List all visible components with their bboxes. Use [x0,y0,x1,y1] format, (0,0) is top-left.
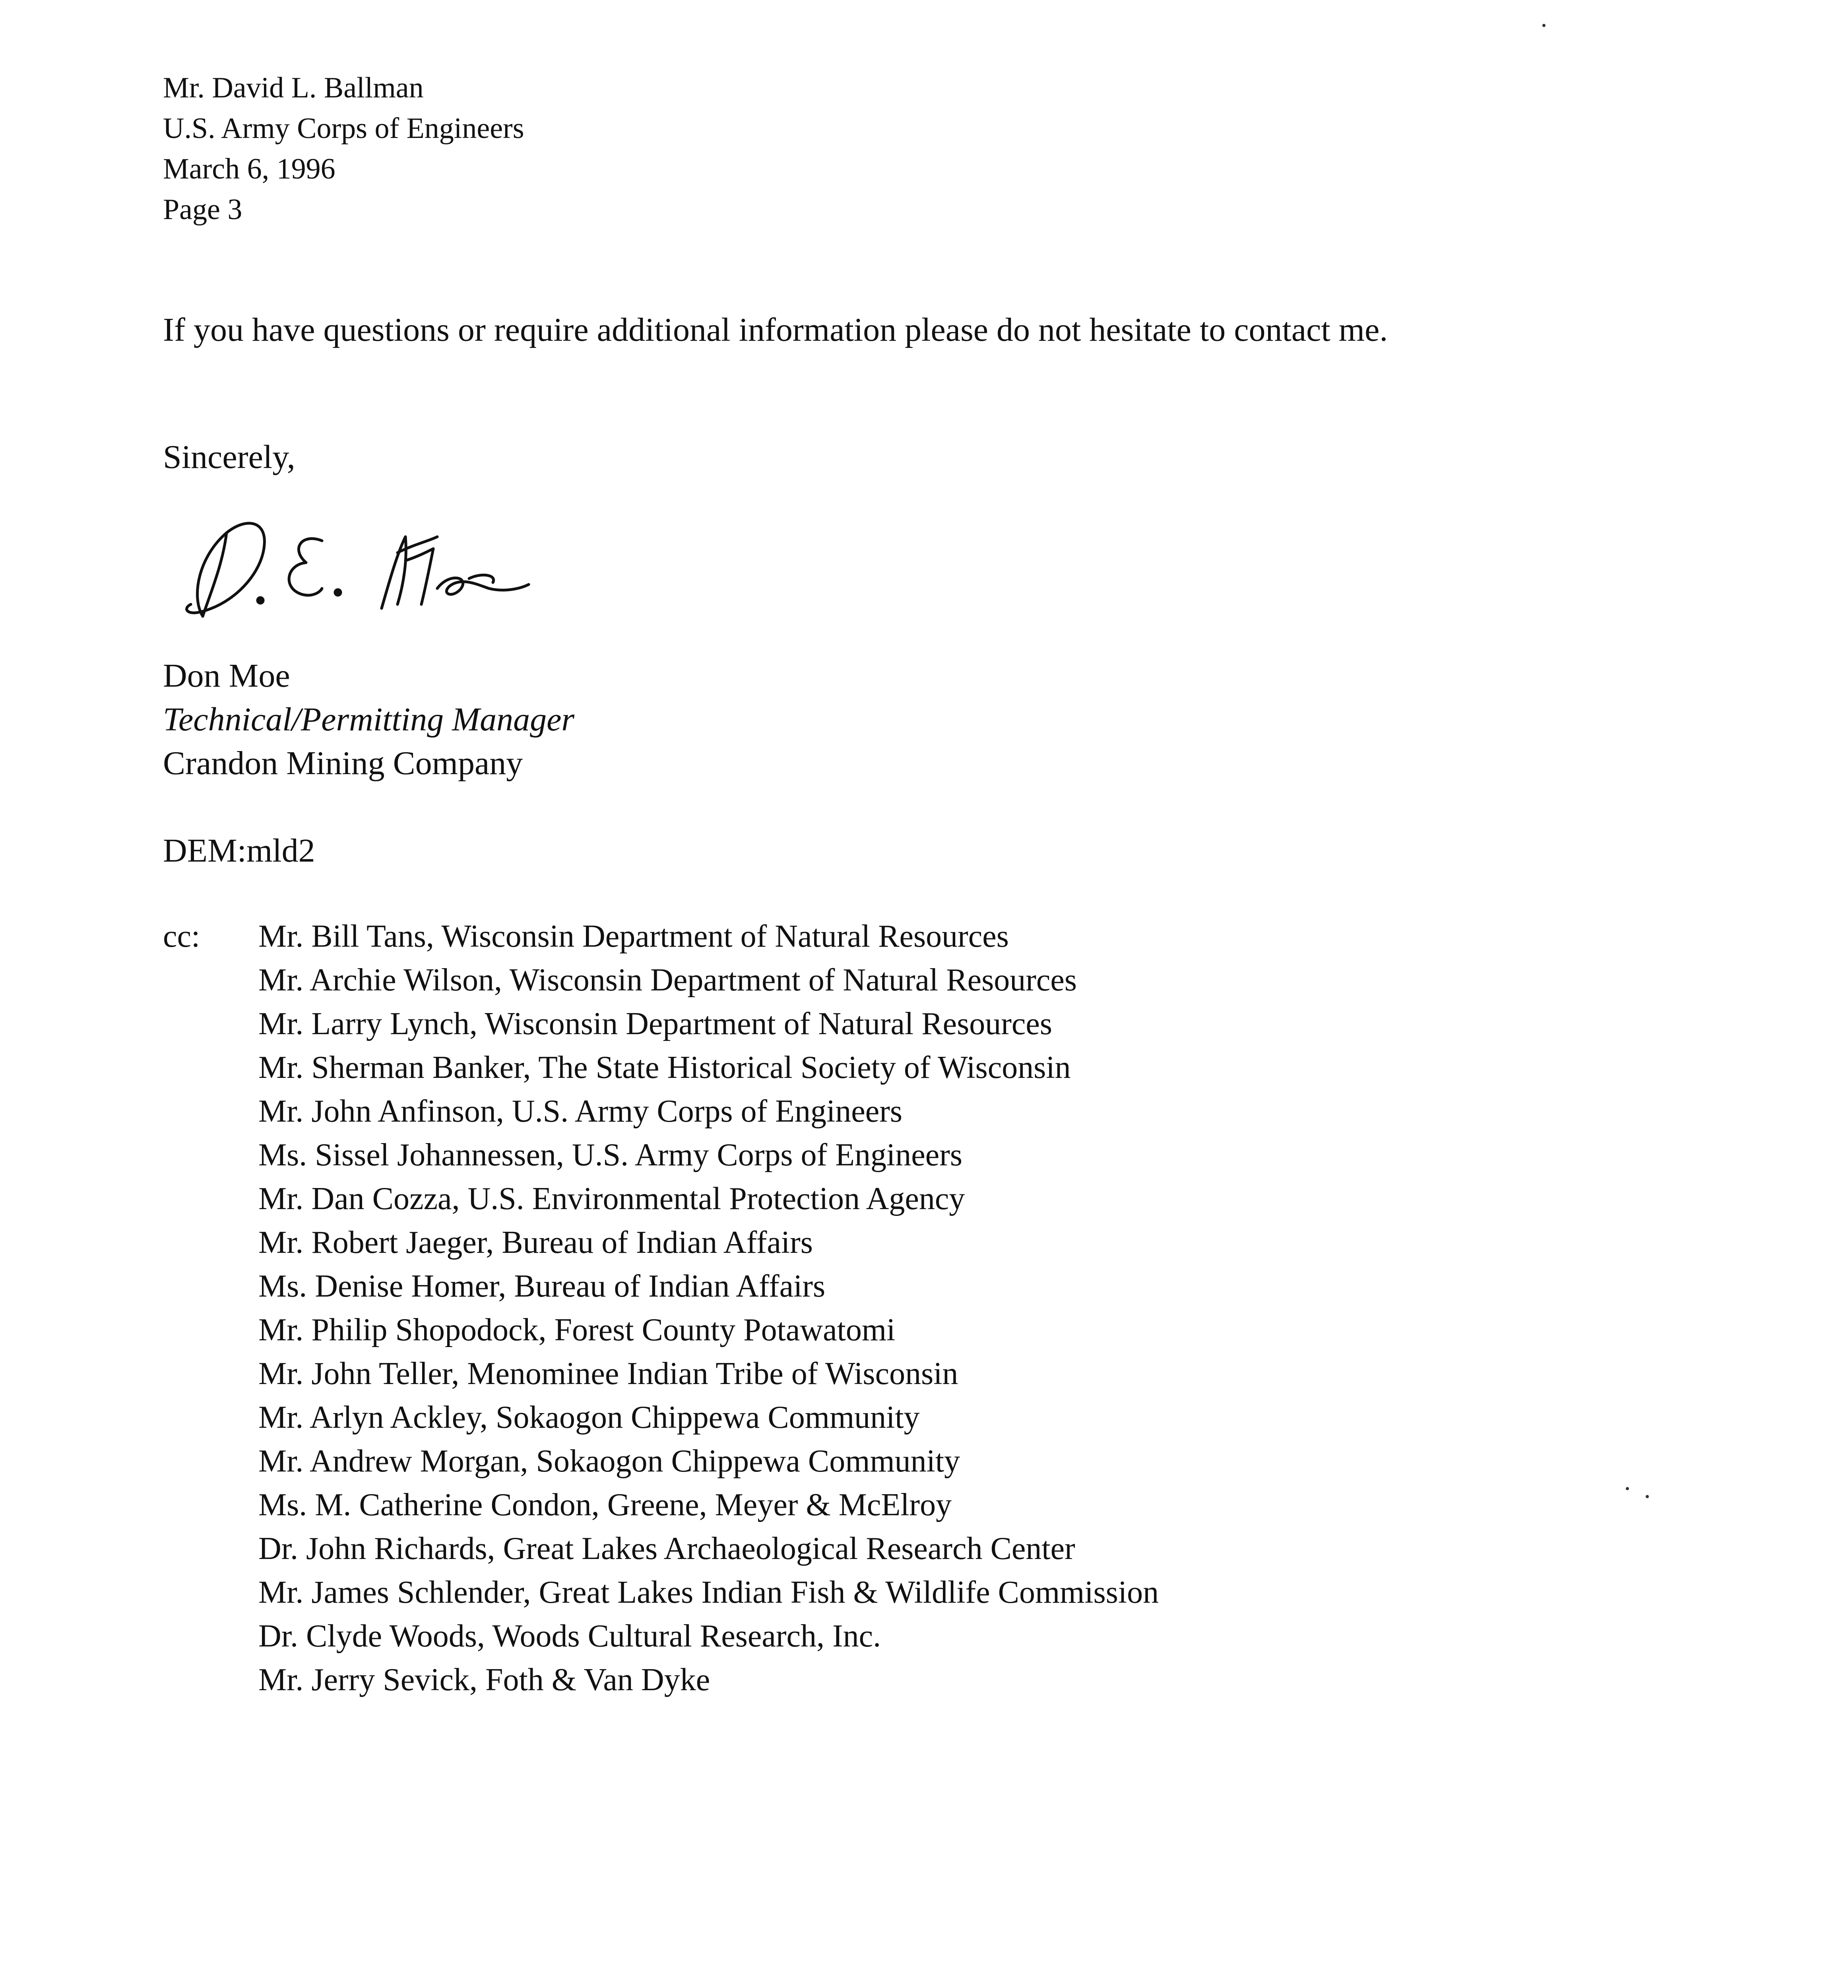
typist-initials: DEM:mld2 [163,832,315,869]
recipient-organization: U.S. Army Corps of Engineers [163,112,524,145]
cc-recipient: Ms. Sissel Johannessen, U.S. Army Corps of Engineers [258,1138,963,1173]
cc-recipient: Mr. John Teller, Menominee Indian Tribe of Wisconsin [258,1356,958,1391]
cc-recipient: Mr. Arlyn Ackley, Sokaogon Chippewa Community [258,1400,920,1435]
cc-recipient: Mr. Bill Tans, Wisconsin Department of Natural Resources [258,919,1009,954]
signer-title: Technical/Permitting Manager [163,701,575,738]
cc-list [258,914,1159,1702]
cc-recipient: Ms. Denise Homer, Bureau of Indian Affairs [258,1269,826,1304]
cc-recipient: Mr. James Schlender, Great Lakes Indian Fish & Wildlife Commission [258,1575,1159,1610]
cc-recipient: Mr. Jerry Sevick, Foth & Van Dyke [258,1662,710,1697]
scan-speck [1626,1487,1629,1490]
cc-recipient: Dr. John Richards, Great Lakes Archaeological Research Center [258,1531,1075,1566]
page-indicator: Page 3 [163,193,242,226]
cc-recipient: Mr. Philip Shopodock, Forest County Potawatomi [258,1312,896,1347]
cc-recipient: Mr. Robert Jaeger, Bureau of Indian Affairs [258,1225,813,1260]
signer-company: Crandon Mining Company [163,745,523,782]
cc-recipient: Mr. Archie Wilson, Wisconsin Department of Natural Resources [258,963,1077,998]
scan-speck [1646,1495,1649,1498]
closing-salutation: Sincerely, [163,439,295,476]
cc-recipient: Mr. Sherman Banker, The State Historical Society of Wisconsin [258,1050,1071,1085]
cc-recipient: Mr. John Anfinson, U.S. Army Corps of Engineers [258,1094,902,1129]
signer-block [163,654,574,785]
signature [175,509,541,628]
letter-header [163,68,524,230]
cc-recipient: Mr. Larry Lynch, Wisconsin Department of Natural Resources [258,1006,1052,1041]
body-paragraph: If you have questions or require additional information please do not hesitate to contact me. [163,311,1388,348]
cc-label: cc: [163,919,200,954]
signer-name: Don Moe [163,657,290,694]
letter-date: March 6, 1996 [163,153,335,185]
cc-recipient: Mr. Andrew Morgan, Sokaogon Chippewa Community [258,1444,960,1479]
cc-recipient: Dr. Clyde Woods, Woods Cultural Research, Inc. [258,1619,881,1654]
scan-speck [1542,24,1545,27]
cc-recipient: Ms. M. Catherine Condon, Greene, Meyer & McElroy [258,1487,952,1522]
cc-recipient: Mr. Dan Cozza, U.S. Environmental Protection Agency [258,1181,965,1216]
signature-graphic [175,509,541,628]
recipient-name: Mr. David L. Ballman [163,72,424,104]
